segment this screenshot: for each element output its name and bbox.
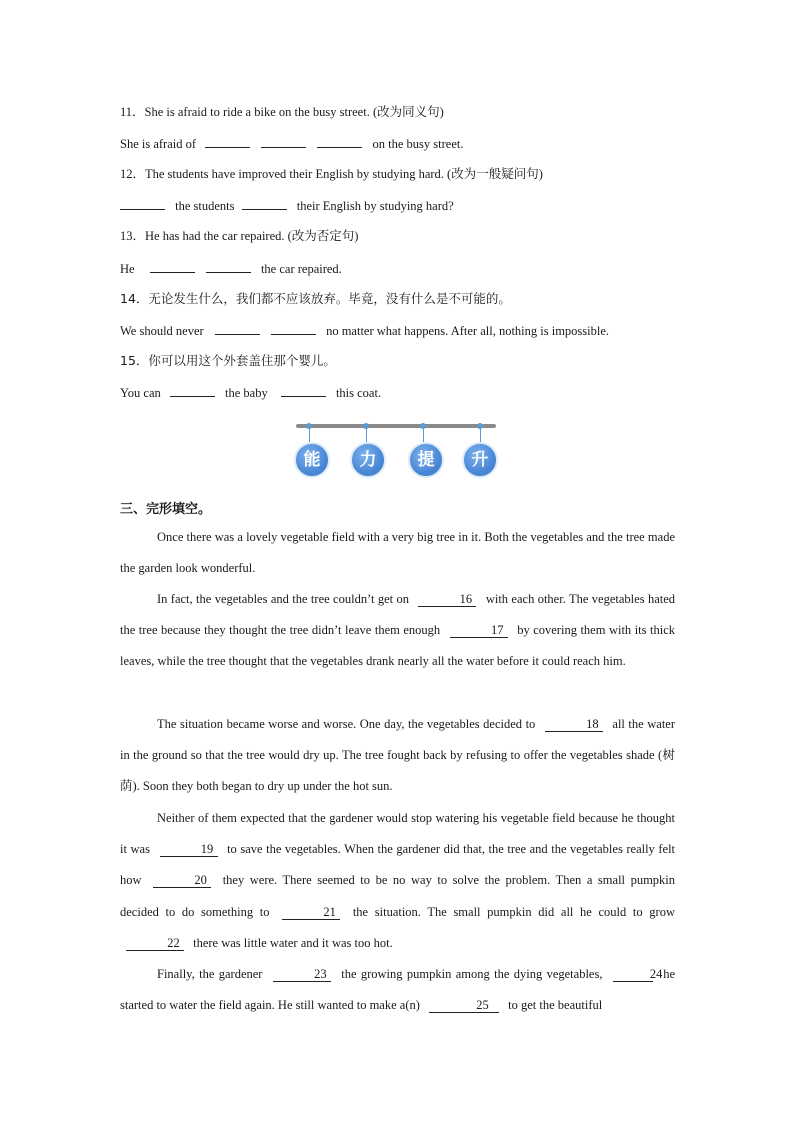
answer-blank[interactable] <box>261 135 306 148</box>
answer-text: their English by studying hard? <box>296 199 454 213</box>
answer-blank[interactable] <box>242 197 287 210</box>
question-12-answer-line <box>120 197 454 214</box>
cloze-blank-25[interactable]: 25 <box>429 998 499 1013</box>
section-heading: 三、完形填空。 <box>120 502 212 517</box>
banner-bar <box>296 424 496 428</box>
passage-text: the situation. The small pumpkin did all he could to grow <box>352 904 675 919</box>
answer-text: the baby <box>225 386 268 400</box>
cloze-blank-16[interactable]: 16 <box>418 592 476 607</box>
question-14-prompt: 14．无论发生什么，我们都不应该放弃。毕竟，没有什么是不可能的。 <box>120 291 511 306</box>
banner-stem <box>366 428 368 442</box>
passage-text: Neither of them expected that the gardener would stop watering his vegetable field because he thought it was <box>120 811 675 857</box>
question-11-prompt: 11．She is afraid to ride a bike on the busy street. (改为同义句) <box>120 105 444 119</box>
answer-text: You can <box>120 386 161 400</box>
cloze-blank-23[interactable]: 23 <box>273 967 331 982</box>
answer-text: no matter what happens. After all, nothing is impossible. <box>326 324 610 338</box>
passage-paragraph-3 <box>120 709 675 803</box>
cloze-blank-17[interactable]: 17 <box>450 623 508 638</box>
passage-text: In fact, the vegetables and the tree couldn’t get on <box>157 592 410 606</box>
banner-stem <box>480 428 482 442</box>
passage-text: with each other. The vegetables hated the tree because they thought the tree didn’t leave them enough <box>120 592 676 638</box>
cloze-blank-24[interactable]: 24 <box>613 967 653 982</box>
answer-blank[interactable] <box>205 135 250 148</box>
answer-text: this coat. <box>335 386 382 400</box>
cloze-blank-22[interactable]: 22 <box>126 936 184 951</box>
answer-blank[interactable] <box>317 135 362 148</box>
answer-blank[interactable] <box>206 260 251 273</box>
banner-stem <box>309 428 311 442</box>
banner-char: 力 <box>350 442 386 478</box>
banner-char: 升 <box>462 442 498 478</box>
answer-blank[interactable] <box>271 322 316 335</box>
question-15-prompt: 15．你可以用这个外套盖住那个婴儿。 <box>120 353 336 368</box>
passage-text: the growing pumpkin among the dying vegetables, <box>341 967 603 981</box>
answer-text: the car repaired. <box>260 262 342 276</box>
answer-text: He <box>120 262 135 276</box>
question-12-prompt: 12．The students have improved their English by studying hard. (改为一般疑问句) <box>120 167 543 181</box>
passage-text: they were. There seemed to be no way to solve the problem. Then a small pumpkin decided to do something to <box>120 873 676 919</box>
answer-text: We should never <box>120 324 204 338</box>
passage-text: The situation became worse and worse. One day, the vegetables decided to <box>157 717 536 731</box>
cloze-blank-21[interactable]: 21 <box>282 905 340 920</box>
passage-paragraph-4 <box>120 803 675 959</box>
answer-text: on the busy street. <box>372 137 464 151</box>
question-14-answer-line <box>120 322 609 339</box>
answer-text: the students <box>175 199 235 213</box>
passage-text: by covering them with its thick leaves, while the tree thought that the vegetables drank nearly all the water before it could reach him. <box>120 623 676 669</box>
passage-paragraph-2 <box>120 584 675 678</box>
passage-text: there was little water and it was too hot. <box>193 935 393 950</box>
passage-text: he started to water the field again. He still wanted to make a(n) <box>120 967 676 1013</box>
question-15-answer-line <box>120 384 381 401</box>
banner-char: 能 <box>294 442 330 478</box>
cloze-blank-19[interactable]: 19 <box>160 842 218 857</box>
banner-stem <box>423 428 425 442</box>
passage-paragraph-5 <box>120 959 675 1021</box>
passage-text: to save the vegetables. When the gardener did that, the tree and the vegetables really felt how <box>120 842 676 888</box>
question-13-answer-line <box>120 260 342 277</box>
cloze-blank-20[interactable]: 20 <box>153 873 211 888</box>
question-13-prompt: 13．He has had the car repaired. (改为否定句) <box>120 229 359 243</box>
passage-text: all the water in the ground so that the tree would dry up. The tree fought back by refusing to offer the vegetables shade (树荫). Soon they both began to dry up under the hot sun. <box>120 717 675 794</box>
banner-char: 提 <box>408 442 444 478</box>
passage-text: to get the beautiful <box>508 998 603 1013</box>
question-11-answer-line <box>120 135 464 152</box>
answer-blank[interactable] <box>120 197 165 210</box>
passage-text: Finally, the gardener <box>157 967 263 981</box>
passage-paragraph-1: Once there was a lovely vegetable field with a very big tree in it. Both the vegetables and the tree made the garden look wonderful. <box>120 530 675 576</box>
answer-blank[interactable] <box>281 384 326 397</box>
answer-blank[interactable] <box>215 322 260 335</box>
answer-blank[interactable] <box>170 384 215 397</box>
answer-blank[interactable] <box>150 260 195 273</box>
answer-text: She is afraid of <box>120 137 197 151</box>
cloze-blank-18[interactable]: 18 <box>545 717 603 732</box>
